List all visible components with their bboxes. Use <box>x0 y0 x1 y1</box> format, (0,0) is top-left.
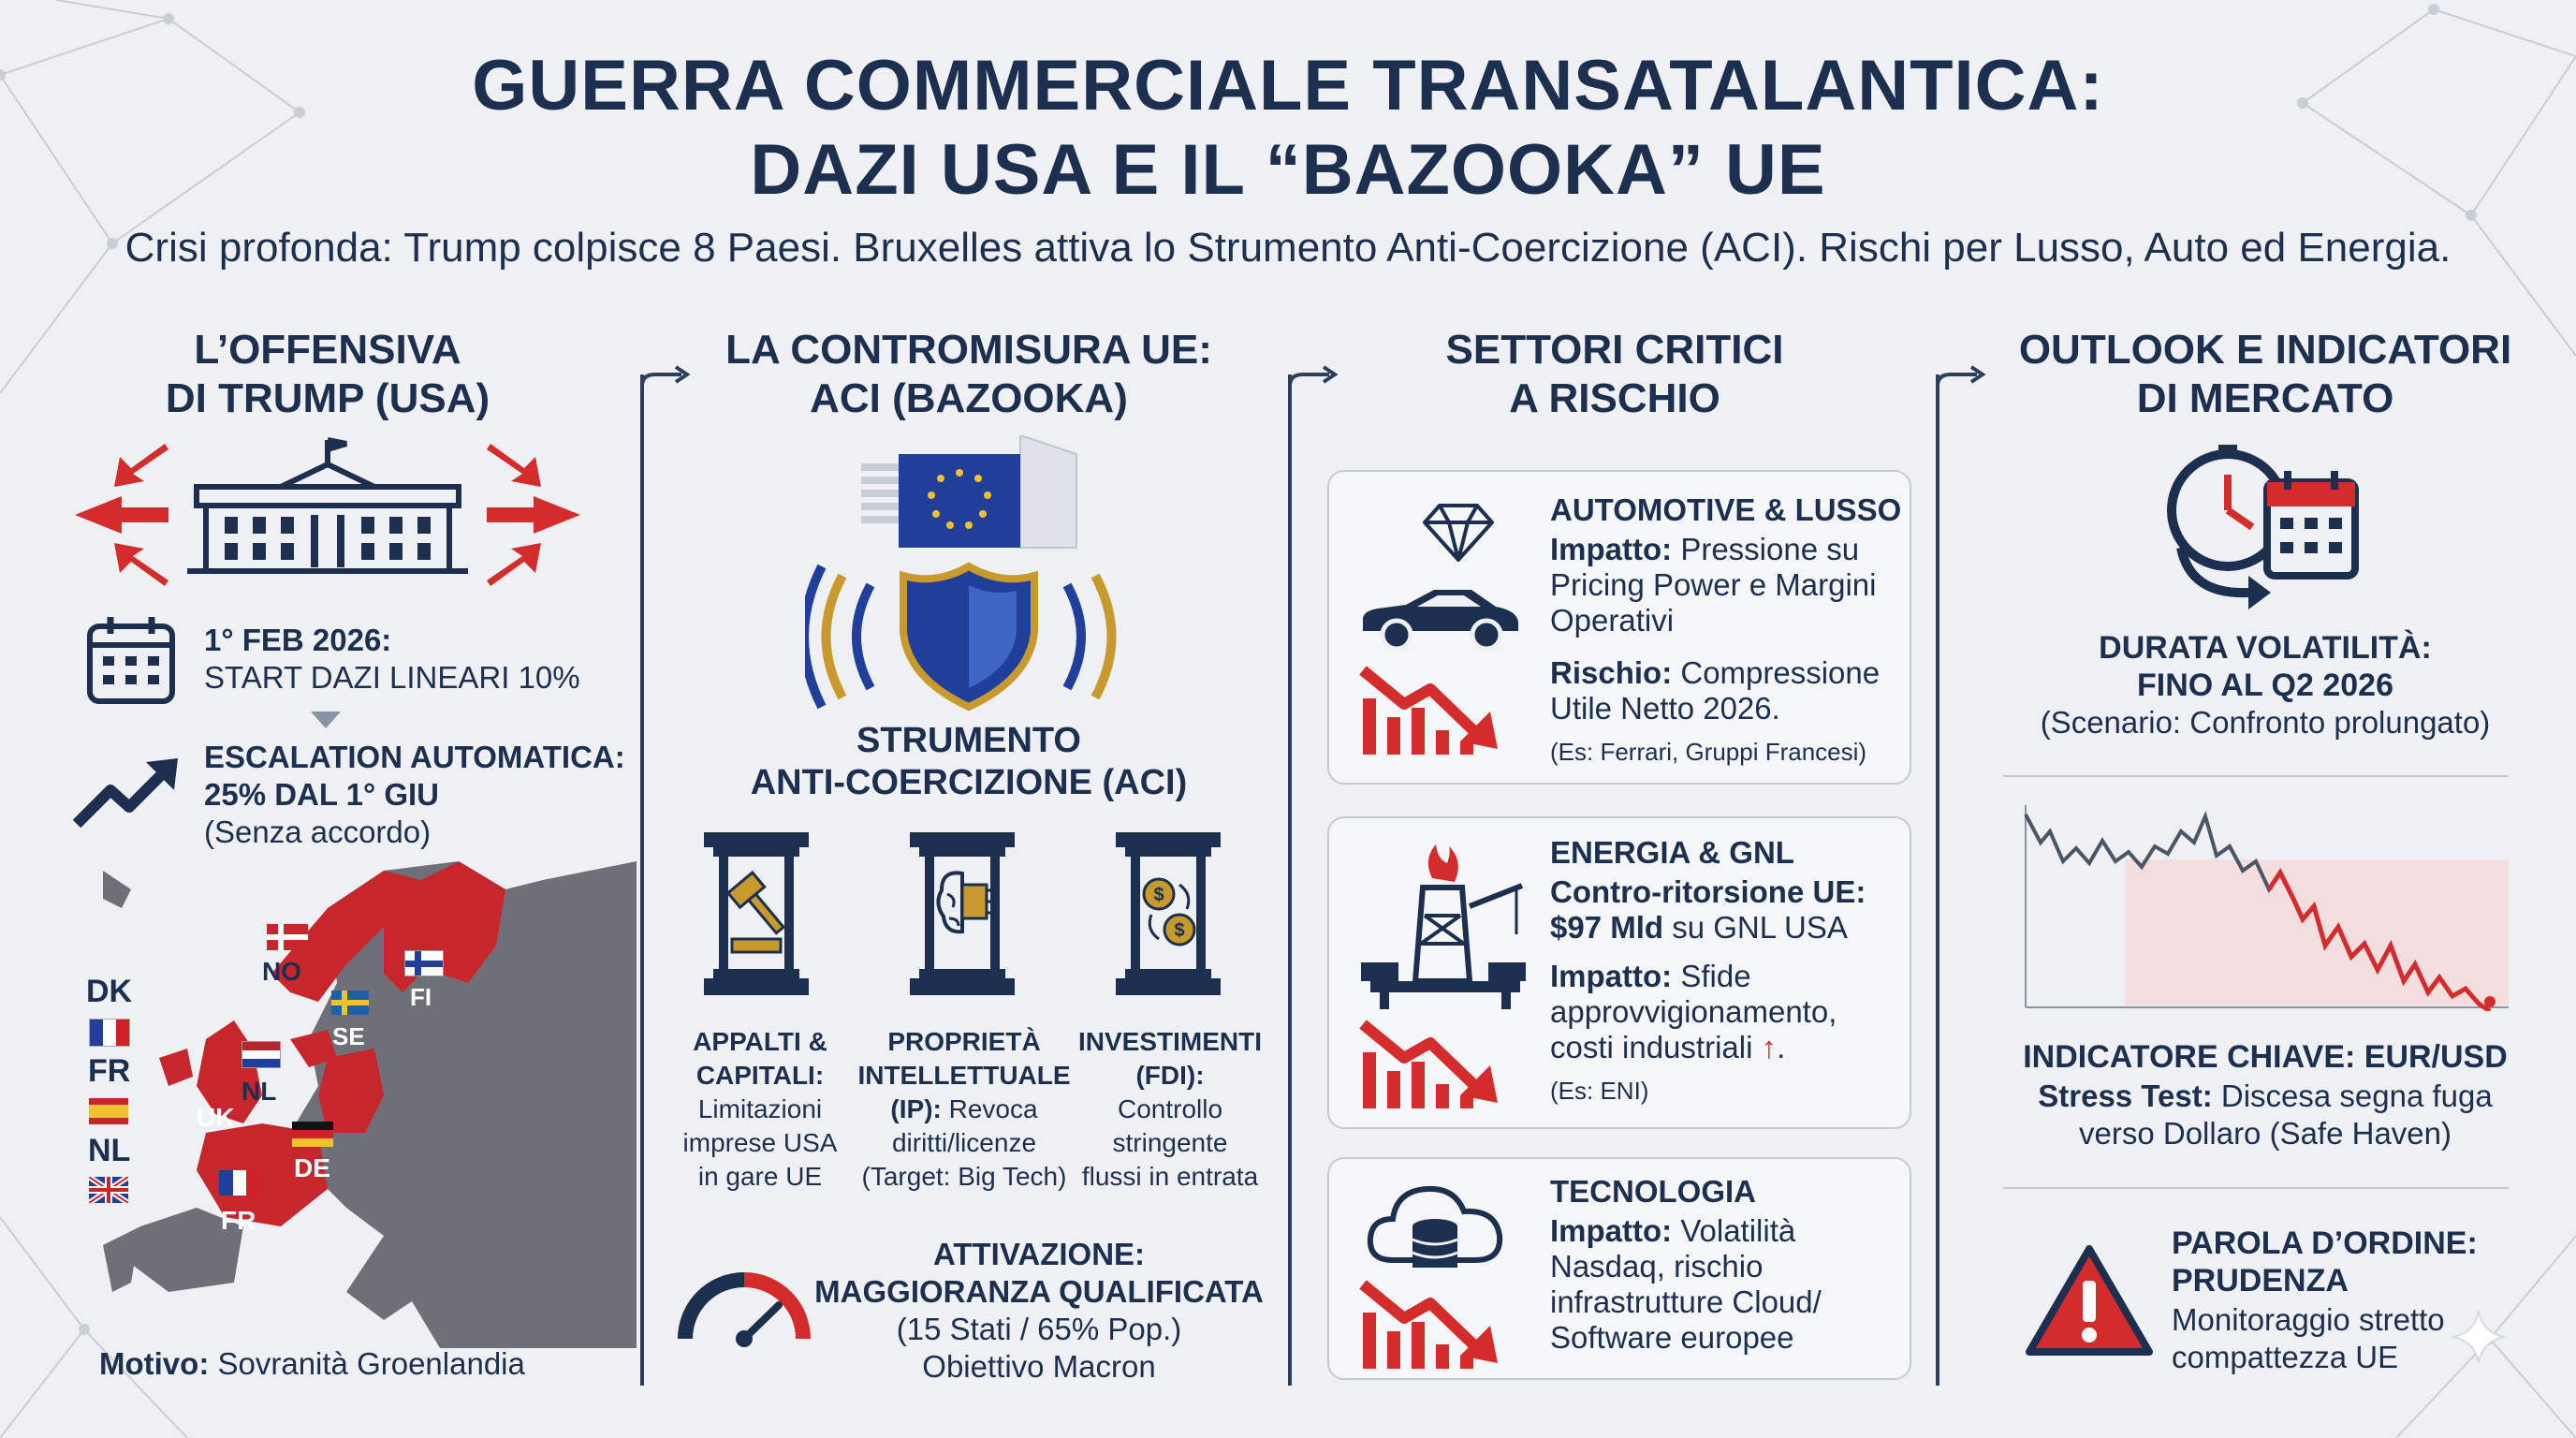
col4-heading <box>1966 326 2565 423</box>
divider-3 <box>1936 374 1939 1386</box>
tecnologia-impatto-line3: infrastrutture Cloud/ <box>1550 1284 1822 1319</box>
main-title-line1: GUERRA COMMERCIALE TRANSATALANTICA: <box>472 46 2104 125</box>
col2-heading-line2: ACI (BAZOOKA) <box>810 375 1128 421</box>
trend-down-icon <box>1359 1275 1509 1372</box>
automotive-impatto <box>1550 532 1906 638</box>
netherlands-flag <box>242 1041 281 1068</box>
map-label-se: SE <box>332 1022 365 1050</box>
word-line3: Monitoraggio stretto <box>2172 1302 2445 1337</box>
tecnologia-impatto-label: Impatto: <box>1550 1213 1673 1248</box>
separator-1 <box>2003 775 2509 777</box>
pillar-ip-title-line2: INTELLETTUALE <box>857 1061 1071 1090</box>
divider-2 <box>1288 374 1292 1386</box>
activation-line4: Obiettivo Macron <box>922 1349 1156 1384</box>
oil-rig-icon <box>1357 841 1535 1009</box>
activation-line2: MAGGIORANZA QUALIFICATA <box>814 1274 1264 1309</box>
automotive-rischio-line1: Compressione <box>1680 655 1881 690</box>
main-title-line2: DAZI USA E IL “BAZOOKA” UE <box>750 130 1826 210</box>
motivo <box>99 1346 525 1382</box>
france-flag <box>89 1019 130 1047</box>
triangle-down-icon <box>309 710 343 730</box>
pillar-ip-line1: Revoca <box>948 1094 1038 1123</box>
eurusd-chart <box>2022 805 2509 1011</box>
svg-text:$: $ <box>1153 885 1164 905</box>
date-title: 1° FEB 2026: <box>204 623 392 657</box>
escalation-note: (Senza accordo) <box>204 814 432 849</box>
automotive-impatto-line2: Pricing Power e Margini <box>1550 567 1877 602</box>
aci-title-line1: STRUMENTO <box>856 721 1081 760</box>
sector-card-automotive <box>1327 470 1911 785</box>
denmark-flag <box>267 924 308 950</box>
pillar-ip <box>854 1025 1075 1194</box>
clock-calendar-icon <box>2162 445 2359 613</box>
pillar-fdi-title-line2: (FDI): <box>1135 1061 1205 1090</box>
aci-title-line2: ANTI-COERCIZIONE (ACI) <box>750 763 1188 802</box>
pillar-appalti-line1: Limitazioni <box>697 1094 823 1123</box>
indicator-text1: Discesa segna fuga <box>2220 1078 2493 1113</box>
spain-flag <box>89 1098 128 1124</box>
col1-heading-line2: DI TRUMP (USA) <box>165 375 490 421</box>
trend-down-icon <box>1359 1015 1509 1112</box>
col4-heading-line2: DI MERCATO <box>2136 375 2394 421</box>
pillar-appalti-title-line1: APPALTI & <box>693 1027 827 1056</box>
pillar-fdi-line1: Controllo <box>1117 1094 1223 1123</box>
subtitle: Crisi profonda: Trump colpisce 8 Paesi. Bruxelles attiva lo Strumento Anti-Coercizione (ACI). Rischi per Lusso, Auto ed Energia. <box>124 225 2452 271</box>
automotive-impatto-label: Impatto: <box>1550 532 1673 566</box>
pillar-ip-line3: (Target: Big Tech) <box>861 1162 1067 1191</box>
sweden-flag <box>331 990 369 1015</box>
map-label-fr: FR <box>221 1206 256 1235</box>
map-label-de: DE <box>294 1153 330 1182</box>
energia-example: (Es: ENI) <box>1550 1077 1649 1105</box>
indicator-title: INDICATORE CHIAVE: EUR/USD <box>2023 1039 2508 1075</box>
map-label-nl: NL <box>242 1077 277 1106</box>
col3-heading <box>1310 326 1919 423</box>
gavel-pillar-icon <box>700 829 812 1006</box>
calendar-icon <box>84 613 178 707</box>
motivo-label: Motivo: <box>99 1346 210 1381</box>
energia-impatto <box>1550 959 1906 1065</box>
pillar-appalti-line3: in gare UE <box>697 1162 823 1191</box>
sector-card-tecnologia <box>1327 1157 1911 1380</box>
volatility-line1: DURATA VOLATILITÀ: <box>2099 630 2432 666</box>
motivo-text: Sovranità Groenlandia <box>217 1346 525 1381</box>
date-text: START DAZI LINEARI 10% <box>204 660 580 695</box>
energia-impatto-line1: Sfide <box>1680 959 1751 993</box>
pillar-ip-line2: diritti/licenze <box>891 1128 1037 1157</box>
energia-impatto-line2: approvvigionamento, <box>1550 994 1837 1029</box>
tecnologia-impatto-line2: Nasdaq, rischio <box>1550 1249 1764 1284</box>
word-line1: PAROLA D’ORDINE: <box>2172 1225 2478 1261</box>
indicator-line2: verso Dollaro (Safe Haven) <box>2079 1116 2452 1151</box>
word-line2: PRUDENZA <box>2172 1263 2349 1299</box>
warning-icon <box>2024 1243 2155 1359</box>
divider-1 <box>640 374 644 1386</box>
country-nl: NL <box>88 1133 131 1168</box>
automotive-title: AUTOMOTIVE & LUSSO <box>1550 492 1902 527</box>
country-fr: FR <box>88 1053 131 1089</box>
col2-heading <box>665 326 1273 423</box>
sparkle-icon <box>2451 1309 2507 1365</box>
eu-shield-icon <box>805 435 1133 716</box>
energia-impatto-end: . <box>1777 1030 1786 1064</box>
brain-chip-pillar-icon <box>906 829 1018 1006</box>
trend-up-icon <box>73 749 185 833</box>
col1-heading-line1: L’OFFENSIVA <box>194 327 461 373</box>
pillar-appalti-title-line2: CAPITALI: <box>695 1061 825 1090</box>
finland-flag <box>404 950 444 976</box>
escalation-title-line1: ESCALATION AUTOMATICA: <box>204 740 625 774</box>
energia-impatto-line3: costi industriali <box>1550 1030 1753 1064</box>
svg-text:$: $ <box>1174 920 1185 941</box>
word-line4: compattezza UE <box>2172 1340 2399 1374</box>
energia-contro-rest: su GNL USA <box>1672 910 1848 945</box>
activation-line1: ATTIVAZIONE: <box>932 1237 1146 1271</box>
separator-2 <box>2003 1187 2509 1189</box>
map-label-uk: UK <box>197 1103 235 1132</box>
indicator-label: Stress Test: <box>2038 1078 2213 1113</box>
tecnologia-title: TECNOLOGIA <box>1550 1174 1756 1209</box>
volatility-line2: FINO AL Q2 2026 <box>2137 668 2393 703</box>
white-house-icon <box>66 431 590 590</box>
col3-heading-line1: SETTORI CRITICI <box>1445 327 1784 373</box>
energia-contro-amount: $97 Mld <box>1550 910 1664 945</box>
volatility-line3: (Scenario: Confronto prolungato) <box>2040 705 2491 740</box>
col2-heading-line1: LA CONTROMISURA UE: <box>725 327 1212 373</box>
energia-title: ENERGIA & GNL <box>1550 835 1794 870</box>
automotive-impatto-line3: Operativi <box>1550 603 1675 638</box>
col4-heading-line1: OUTLOOK E INDICATORI <box>2018 327 2512 373</box>
pillar-ip-title-line1: PROPRIETÀ <box>887 1027 1041 1056</box>
map-label-no: NO <box>262 957 301 986</box>
automotive-rischio-label: Rischio: <box>1550 655 1673 690</box>
uk-flag <box>89 1177 128 1203</box>
trend-down-icon <box>1359 661 1509 758</box>
automotive-rischio-line2: Utile Netto 2026. <box>1550 691 1780 726</box>
energia-contro <box>1550 874 1906 946</box>
pillar-fdi-line2: stringente <box>1112 1128 1228 1157</box>
gauge-icon <box>674 1264 814 1348</box>
pillar-appalti <box>666 1025 854 1194</box>
automotive-rischio <box>1550 655 1906 726</box>
tecnologia-impatto <box>1550 1213 1906 1356</box>
tecnologia-impatto-line1: Volatilità <box>1680 1213 1796 1248</box>
escalation-title-line2: 25% DAL 1° GIU <box>204 777 439 812</box>
europe-map <box>103 852 637 1348</box>
sector-card-energia <box>1327 816 1911 1129</box>
col1-heading <box>37 326 618 423</box>
pillar-fdi-title-line1: INVESTIMENTI <box>1077 1027 1262 1056</box>
pillar-ip-title-line3: (IP): <box>890 1094 942 1123</box>
pillar-fdi <box>1076 1025 1264 1194</box>
diamond-icon <box>1421 502 1496 564</box>
energia-contro-line1: Contro-ritorsione UE: <box>1550 874 1866 909</box>
germany-flag <box>292 1122 333 1147</box>
automotive-example: (Es: Ferrari, Gruppi Francesi) <box>1550 738 1867 766</box>
automotive-impatto-line1: Pressione su <box>1680 532 1860 566</box>
country-dk: DK <box>86 974 133 1009</box>
arrow-up-icon: ↑ <box>1761 1030 1778 1064</box>
energia-impatto-label: Impatto: <box>1550 959 1673 993</box>
pillar-fdi-line3: flussi in entrata <box>1081 1162 1259 1191</box>
col3-heading-line2: A RISCHIO <box>1509 375 1720 421</box>
pillar-appalti-line2: imprese USA <box>682 1128 838 1157</box>
car-icon <box>1355 584 1524 652</box>
activation-line3: (15 Stati / 65% Pop.) <box>896 1312 1182 1346</box>
france-flag-map <box>219 1170 260 1196</box>
cloud-database-icon <box>1365 1180 1505 1273</box>
indicator-line1 <box>1966 1078 2565 1114</box>
tecnologia-impatto-line4: Software europee <box>1550 1320 1794 1355</box>
investment-pillar-icon <box>1112 829 1224 1006</box>
map-label-fi: FI <box>410 983 432 1011</box>
